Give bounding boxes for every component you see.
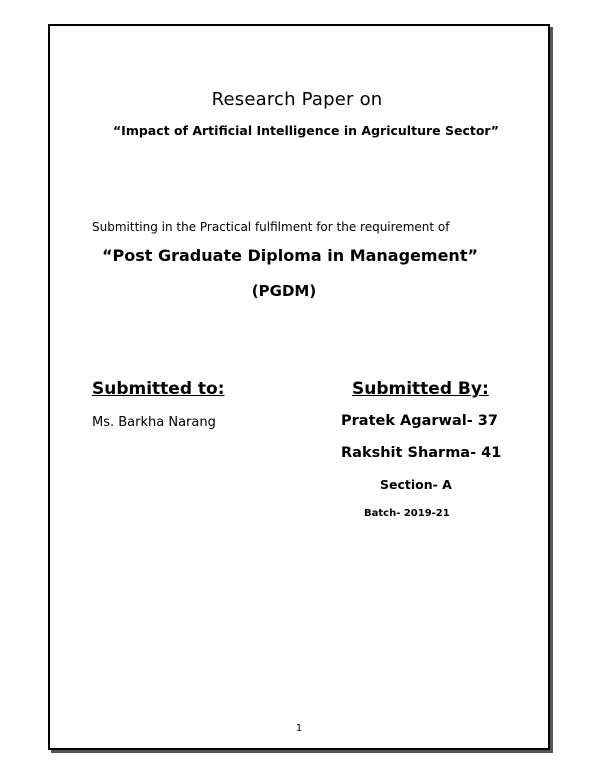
student-name: Pratek Agarwal- 37 [341,413,498,429]
paper-title: “Impact of Artificial Intelligence in Agriculture Sector” [112,123,500,138]
page-number: 1 [295,723,303,734]
degree-abbreviation: (PGDM) [251,282,317,300]
section-label: Section- A [380,477,452,492]
submitted-to-heading: Submitted to: [92,379,225,399]
supervisor-name: Ms. Barkha Narang [92,415,216,430]
document-title: Research Paper on [211,89,383,110]
degree-name: “Post Graduate Diploma in Management” [102,246,478,265]
submission-statement: Submitting in the Practical fulfilment for the requirement of [92,220,450,234]
student-name: Rakshit Sharma- 41 [341,445,502,461]
batch-label: Batch- 2019-21 [364,508,450,519]
submitted-by-heading: Submitted By: [352,379,489,399]
